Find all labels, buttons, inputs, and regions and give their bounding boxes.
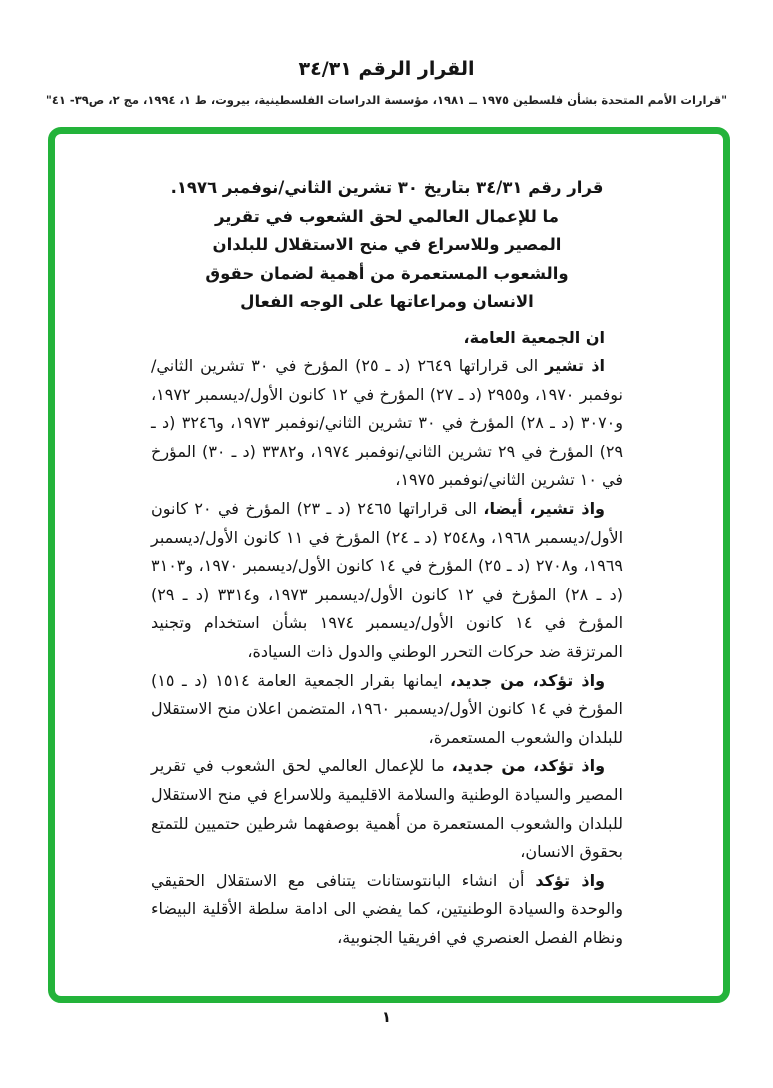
document-body: [55, 134, 723, 953]
paragraph-text: الى قراراتها ٢٤٦٥ (د ـ ٢٣) المؤرخ في ٢٠ كانون الأول/ديسمبر ١٩٦٨، و٢٥٤٨ (د ـ ٢٤) المؤرخ في ١١ كانون الأول/ديسمبر ١٩٦٩، و٢٧٠٨ (د ـ ٢٥) المؤرخ في ١٤ كانون الأول/ديسمبر ١٩٧٠، و٣١٠٣ (د ـ ٢٨) المؤرخ في ١٢ كانون الأول/ديسمبر ١٩٧٣، و٣٣١٤ (د ـ ٢٩) المؤرخ في ١٤ كانون الأول/ديسمبر ١٩٧٤ بشأن استخدام وتجنيد المرتزقة ضد حركات التحرر الوطني والدول ذات السيادة،: [151, 499, 624, 662]
resolution-title-line: قرار رقم ٣٤/٣١ بتاريخ ٣٠ تشرين الثاني/نوفمبر ١٩٧٦.: [170, 178, 604, 197]
paragraph-lead: ان الجمعية العامة،: [463, 327, 605, 347]
paragraph-lead: واذ تشير، أيضا،: [483, 499, 606, 519]
paragraph-recalling-also: [151, 495, 623, 667]
paragraph-text: ما للإعمال العالمي لحق الشعوب في تقرير المصير والسيادة الوطنية والسلامة الاقليمية وللاسراع في منح الاستقلال للبلدان والشعوب المستعمرة من أهمية بوصفهما شرطين حتميين للتمتع بحقوق الانسان،: [151, 756, 623, 862]
paragraph-lead: اذ تشير: [545, 356, 606, 376]
page-title: القرار الرقم ٣٤/٣١: [298, 58, 475, 80]
paragraph-lead: واذ تؤكد، من جديد،: [450, 670, 606, 690]
resolution-title-line: ما للإعمال العالمي لحق الشعوب في تقرير: [215, 206, 559, 226]
page-number: ١: [381, 1008, 392, 1026]
paragraph-lead: واذ تؤكد: [535, 870, 606, 890]
resolution-title-line: الانسان ومراعاتها على الوجه الفعال: [240, 292, 534, 311]
paragraph-preamble: [151, 324, 623, 353]
paragraph-lead: واذ تؤكد، من جديد،: [451, 756, 606, 776]
paragraph-reaffirming-2: [151, 752, 623, 866]
citation-line: "قرارات الأمم المتحدة بشأن فلسطين ١٩٧٥ ــ ١٩٨١، مؤسسة الدراسات الفلسطينية، بيروت، ط ١، ١٩٩٤، مج ٢، ص٣٩- ٤١": [45, 93, 728, 107]
resolution-title-line: المصير وللاسراع في منح الاستقلال للبلدان: [212, 235, 562, 254]
paragraph-reaffirming-1: [151, 667, 623, 753]
green-border-frame: [48, 127, 730, 1003]
paragraph-text: ايمانها بقرار الجمعية العامة ١٥١٤ (د ـ ١٥) المؤرخ في ١٤ كانون الأول/ديسمبر ١٩٦٠، المتضمن اعلان منح الاستقلال للبلدان والشعوب المستعمرة،: [151, 670, 624, 747]
paragraph-affirming: [151, 867, 623, 953]
resolution-title-line: والشعوب المستعمرة من أهمية لضمان حقوق: [205, 263, 569, 283]
paragraph-text: أن انشاء البانتوستانات يتنافى مع الاستقلال الحقيقي والوحدة والسيادة الوطنيتين، كما يفضي الى ادامة سلطة الأقلية البيضاء ونظام الفصل العنصري في افريقيا الجنوبية،: [151, 870, 623, 947]
paragraph-text: الى قراراتها ٢٦٤٩ (د ـ ٢٥) المؤرخ في ٣٠ تشرين الثاني/نوفمبر ١٩٧٠، و٢٩٥٥ (د ـ ٢٧) المؤرخ في ١٢ كانون الأول/ديسمبر ١٩٧٢، و٣٠٧٠ (د ـ ٢٨) المؤرخ في ٣٠ تشرين الثاني/نوفمبر ١٩٧٣، و٣٢٤٦ (د ـ ٢٩) المؤرخ في ٢٩ تشرين الثاني/نوفمبر ١٩٧٤، و٣٣٨٢ (د ـ ٣٠) المؤرخ في ١٠ تشرين الثاني/نوفمبر ١٩٧٥،: [151, 356, 624, 490]
resolution-title-block: [151, 174, 623, 317]
paragraph-recalling: [151, 352, 623, 495]
